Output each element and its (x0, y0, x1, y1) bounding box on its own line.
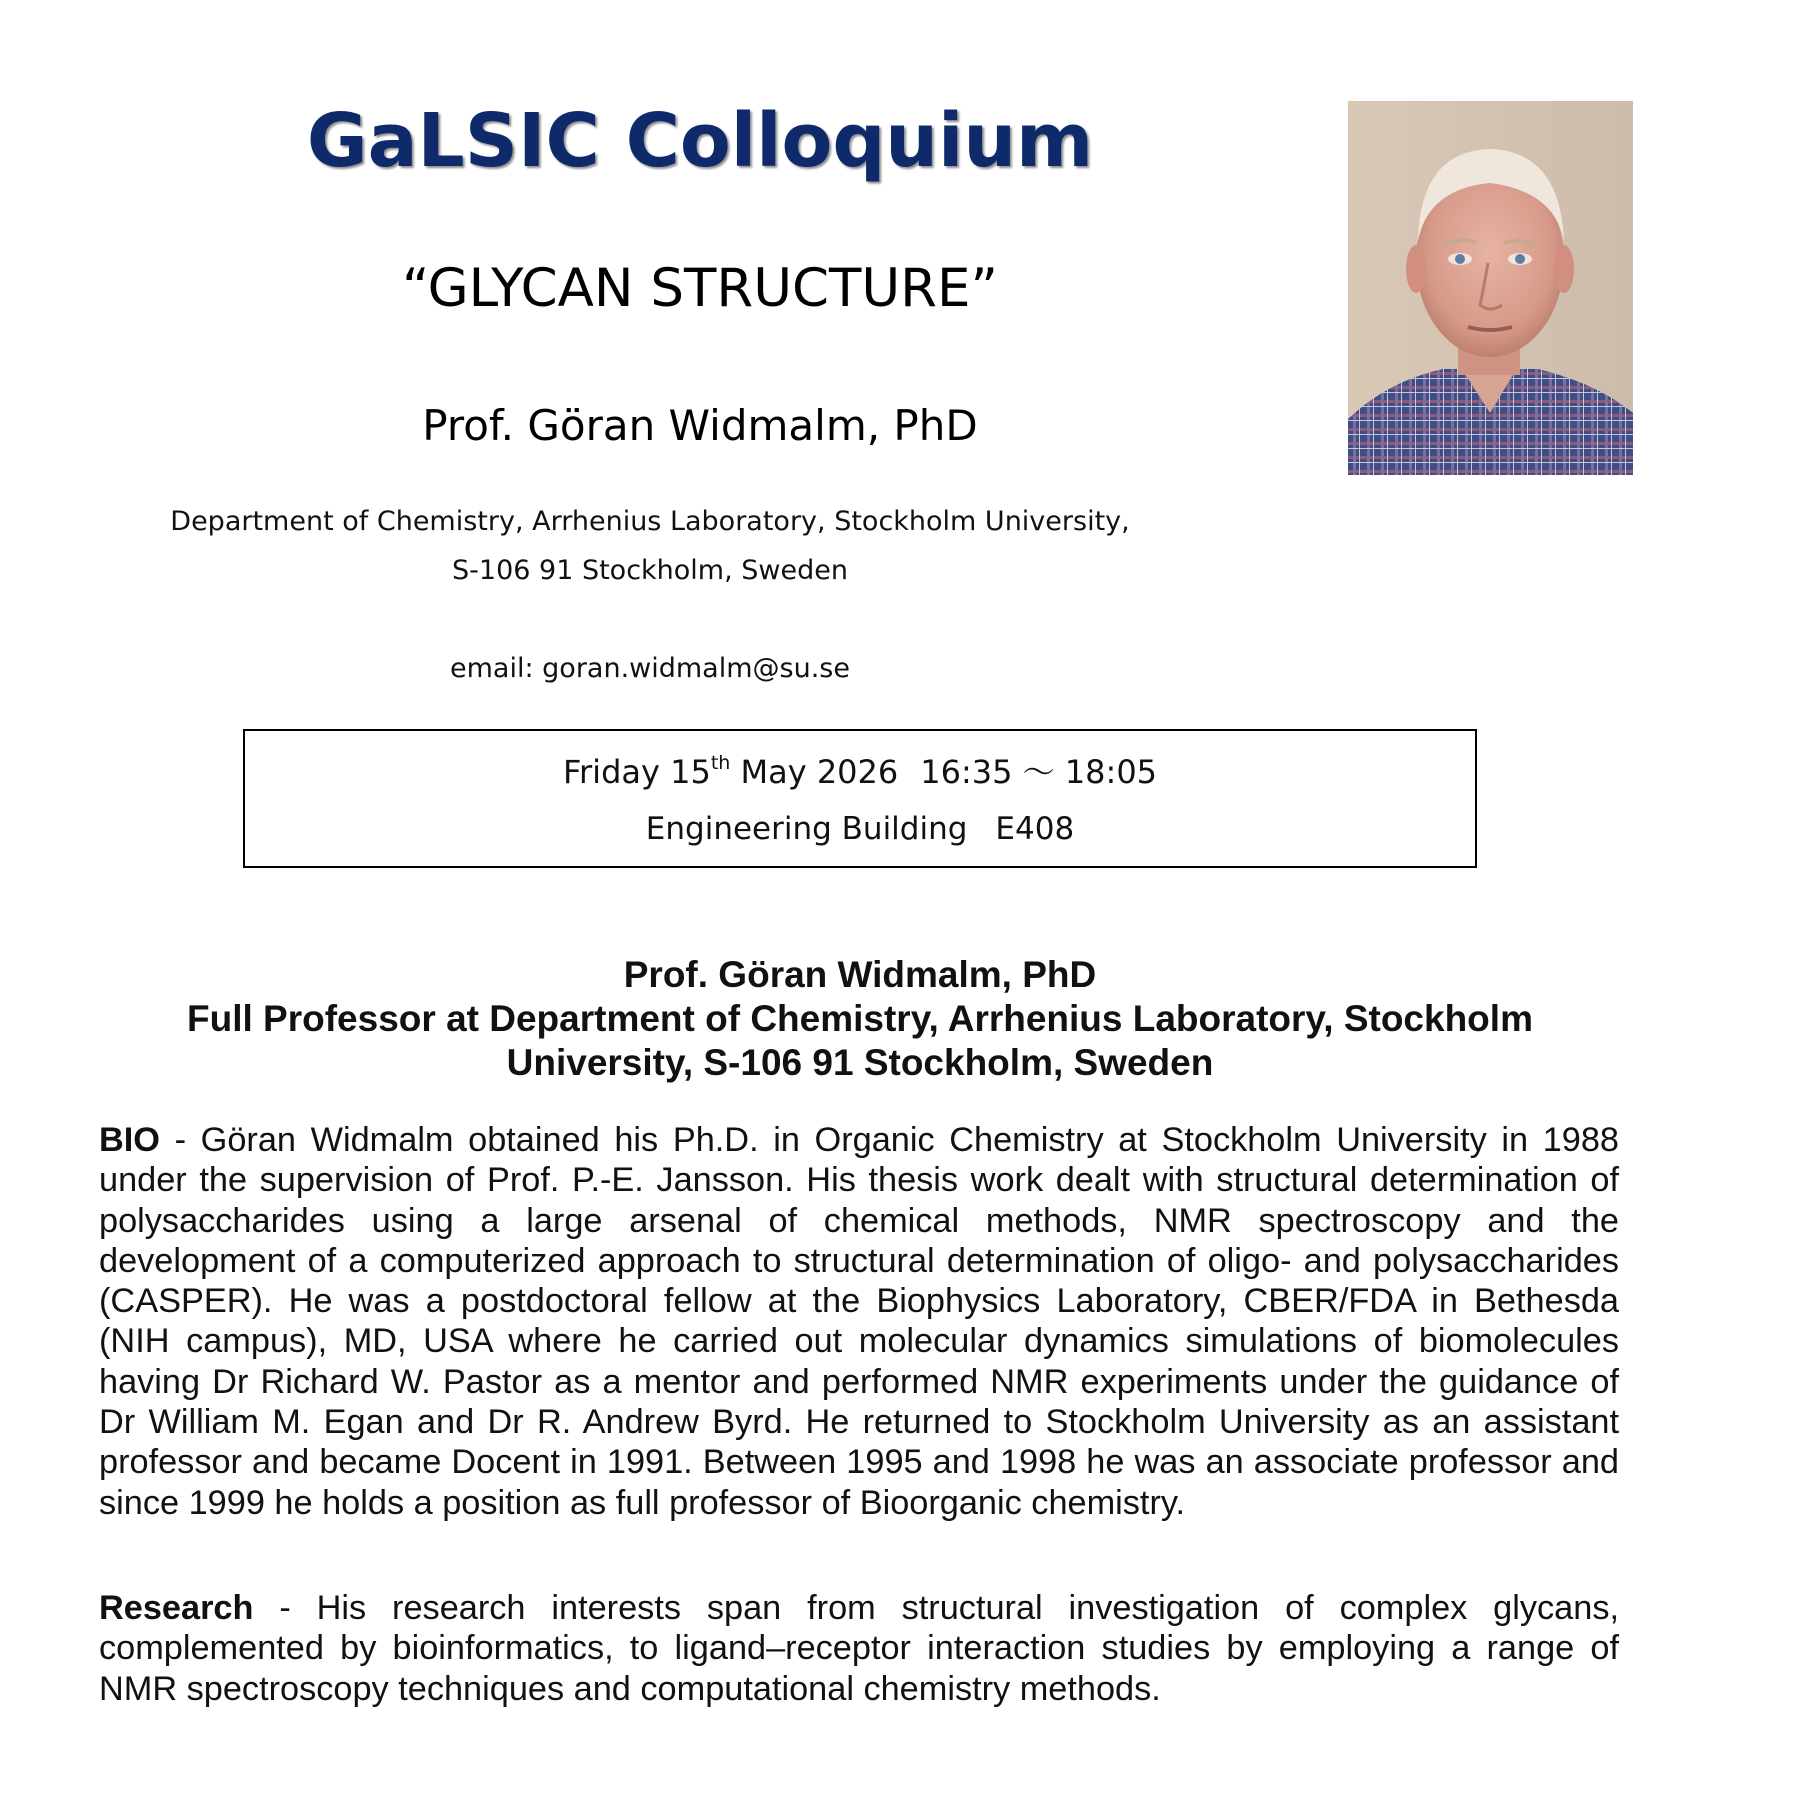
event-day-suffix: th (710, 752, 731, 774)
event-weekday: Friday (562, 753, 660, 791)
speaker-photo (1348, 101, 1633, 475)
bio-paragraph (99, 1120, 1619, 1523)
page-title: GaLSIC Colloquium (306, 98, 1094, 184)
event-month-year: May 2026 (740, 753, 899, 791)
event-building: Engineering Building (645, 811, 968, 847)
event-room: E408 (995, 811, 1075, 847)
email-line (150, 655, 1150, 682)
bio-position-line-1: Full Professor at Department of Chemistry, Arrhenius Laboratory, Stockholm (187, 998, 1533, 1039)
event-day: 15 (670, 753, 711, 791)
portrait-image (1348, 101, 1633, 475)
event-location (245, 811, 1475, 848)
speaker-name: Prof. Göran Widmalm, PhD (422, 401, 978, 450)
bio-label: BIO (99, 1121, 160, 1159)
affiliation-line-2: S-106 91 Stockholm, Sweden (452, 555, 848, 586)
research-text: - His research interests span from structural investigation of complex glycans, complemented by bioinformatics, to ligand–receptor interaction studies by employing a range of NMR spectroscopy techniques and computational chemistry methods. (99, 1589, 1619, 1708)
talk-title: “GLYCAN STRUCTURE” (402, 258, 998, 319)
bio-text: - Göran Widmalm obtained his Ph.D. in Organic Chemistry at Stockholm University in 1988 under the supervision of Prof. P.-E. Jansson. His thesis work dealt with structural determination of polysaccharides using a large arsenal of chemical methods, NMR spectroscopy and the development of a computerized approach to structural determination of oligo- and polysaccharides (CASPER). He was a postdoctoral fellow at the Biophysics Laboratory, CBER/FDA in Bethesda (NIH campus), MD, USA where he carried out molecular dynamics simulations of biomolecules having Dr Richard W. Pastor as a mentor and performed NMR experiments under the guidance of Dr William M. Egan and Dr R. Andrew Byrd. He returned to Stockholm University as an assistant professor and became Docent in 1991. Between 1995 and 1998 he was an associate professor and since 1999 he holds a position as full professor of Bioorganic chemistry. (99, 1121, 1619, 1522)
research-paragraph (99, 1588, 1619, 1709)
email-address[interactable]: goran.widmalm@su.se (542, 653, 850, 684)
bio-position-line-2: University, S-106 91 Stockholm, Sweden (506, 1042, 1214, 1083)
bio-speaker-name: Prof. Göran Widmalm, PhD (623, 954, 1097, 995)
event-datetime (245, 753, 1475, 791)
research-label: Research (99, 1589, 254, 1627)
affiliation-line-1: Department of Chemistry, Arrhenius Laboratory, Stockholm University, (170, 506, 1130, 537)
event-info-box (243, 729, 1477, 868)
email-label: email: (450, 653, 543, 684)
event-time: 16:35 ～ 18:05 (920, 753, 1158, 791)
